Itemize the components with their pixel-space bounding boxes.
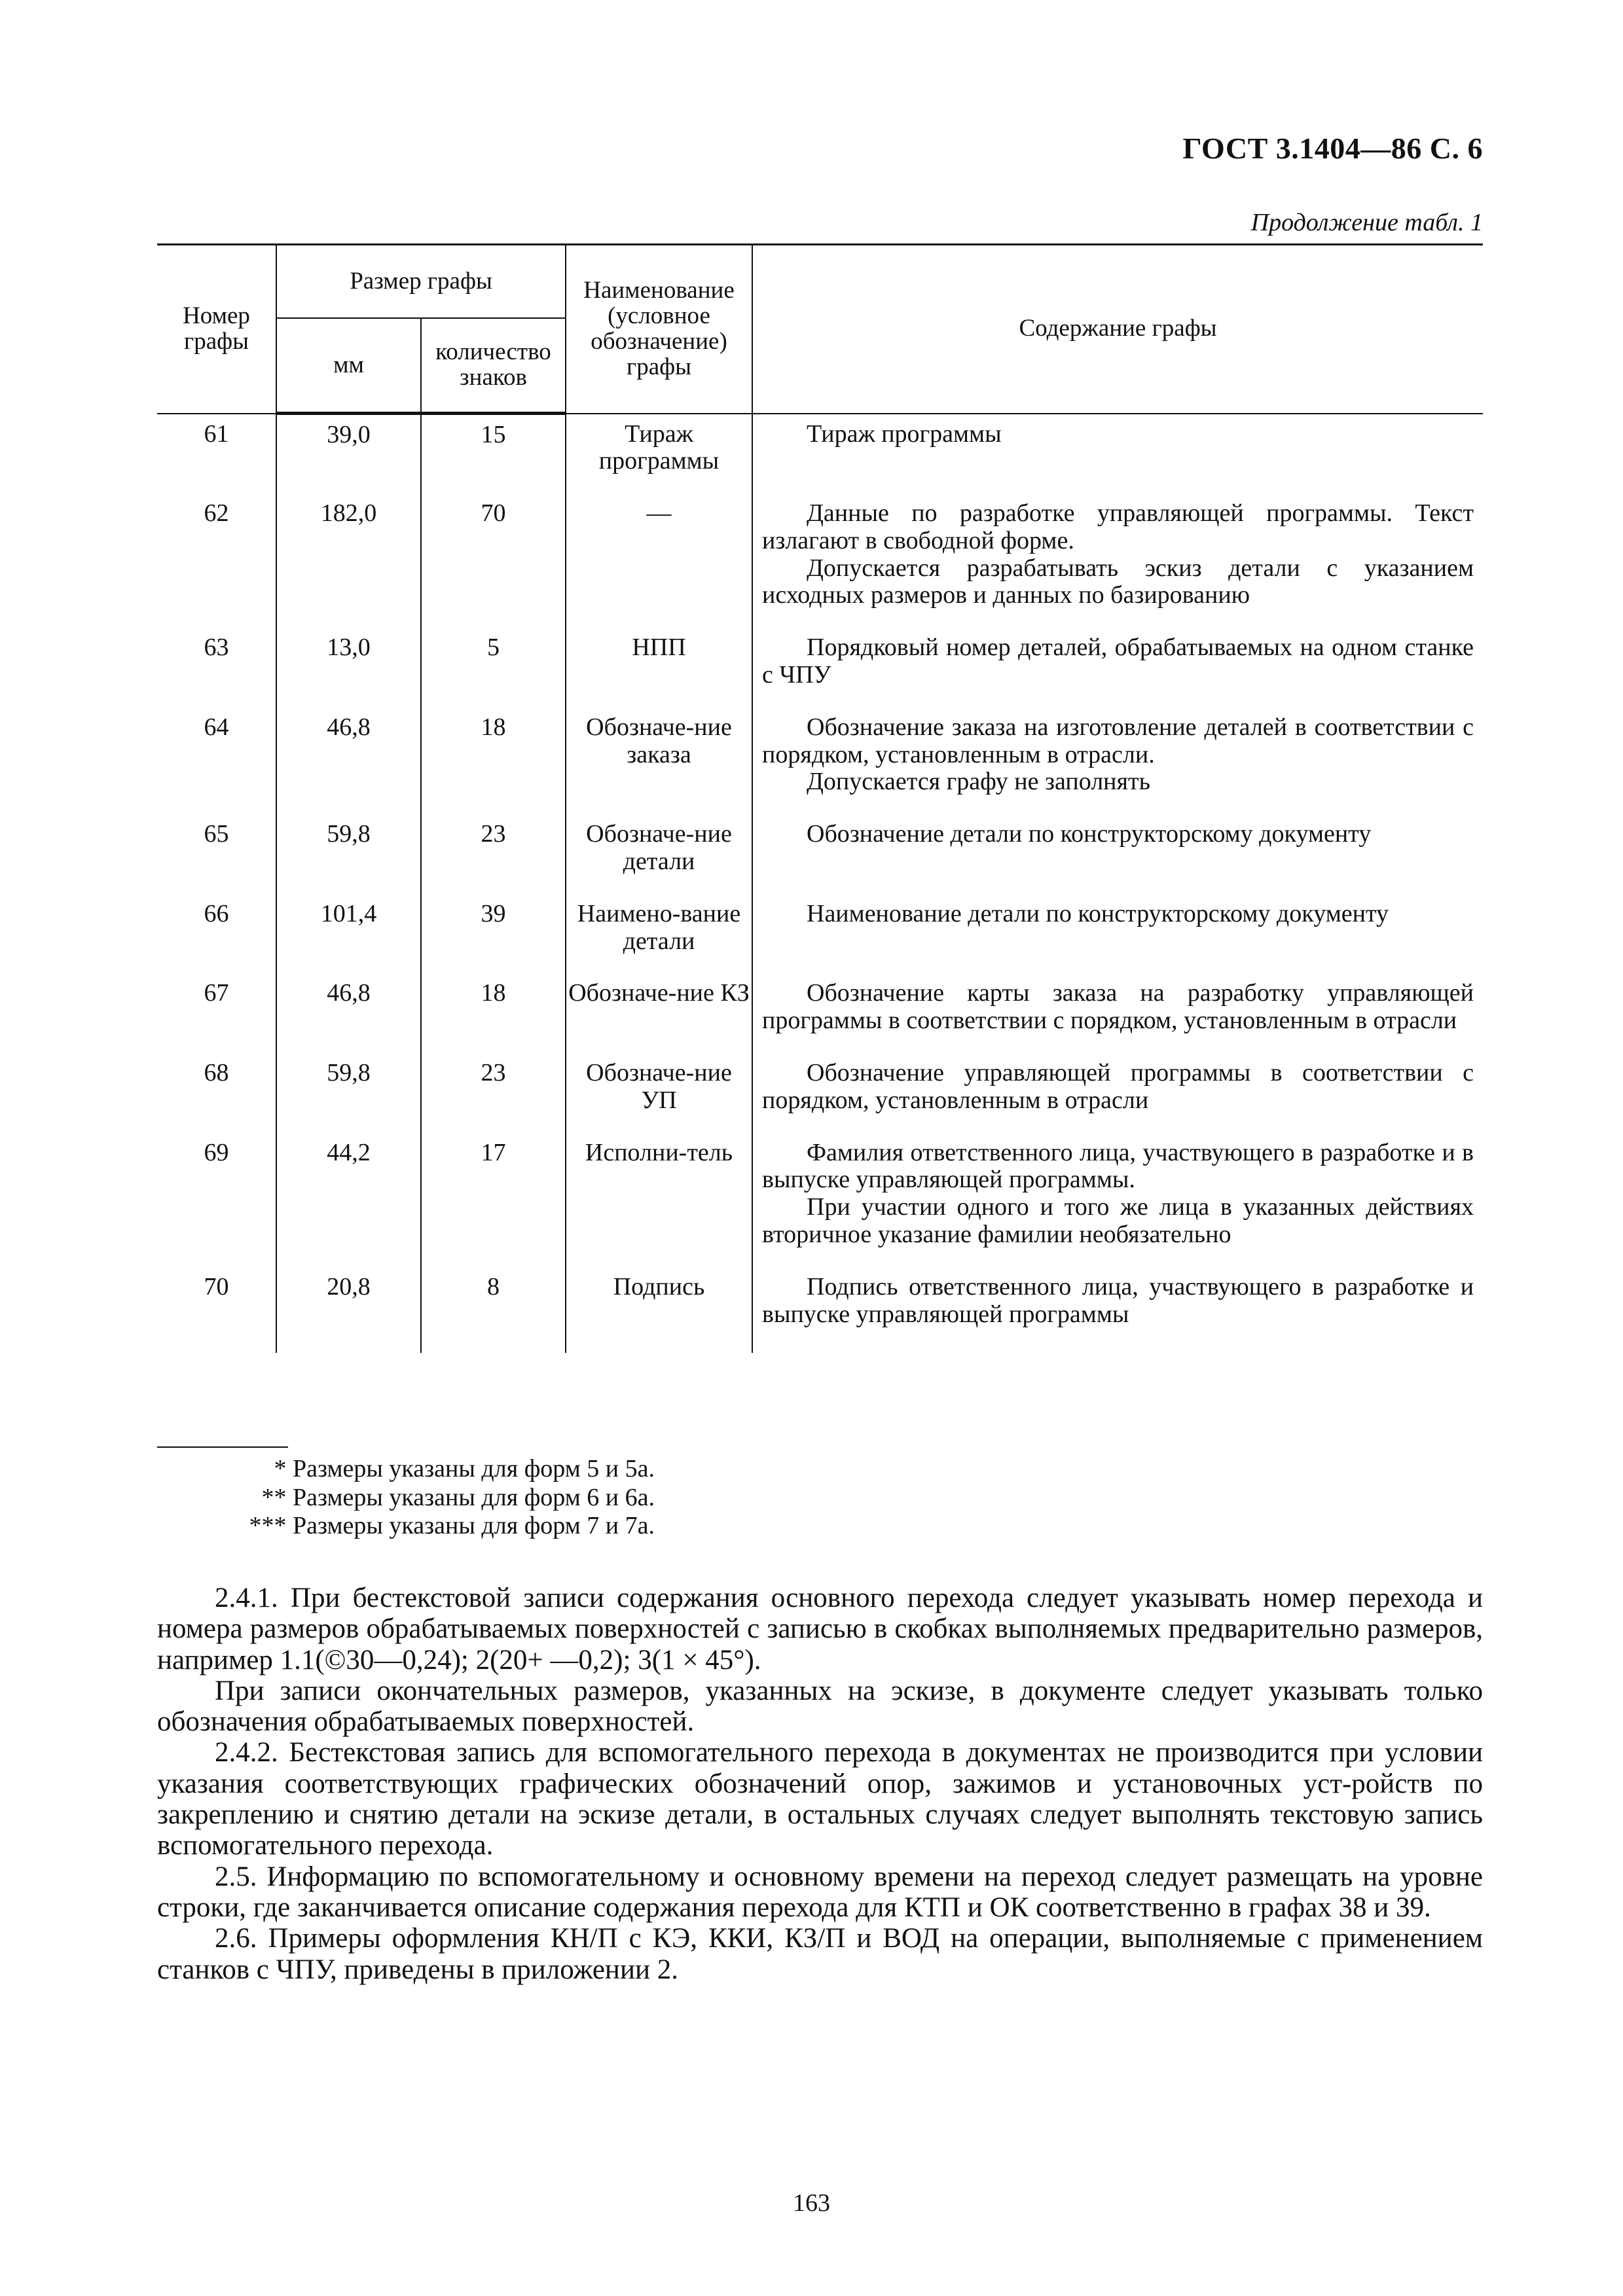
footnote: ** Размеры указаны для форм 6 и 6а. [261,1483,655,1511]
row-number-cell: 68 [157,1060,276,1139]
content-paragraph: Допускается графу не заполнять [807,768,1150,796]
header-content: Содержание графы [752,245,1483,414]
paragraph-2-5: 2.5. Информацию по вспомогательному и основному времени на переход следует размещать на уровне строки, где заканчивается описание содержания перехода для КТП и ОК соответственно в графах 38 и 39. [157,1861,1483,1923]
row-content-cell [752,1274,1483,1354]
paragraph-2-6: 2.6. Примеры оформления КН/П с КЭ, ККИ, КЗ/П и ВОД на операции, выполняемые с применением станков с ЧПУ, приведены в приложении 2. [157,1923,1483,1985]
row-number-cell: 65 [157,821,276,901]
row-content-cell [752,1060,1483,1139]
row-name-cell: Исполни-тель [566,1139,752,1274]
content-paragraph: При участии одного и того же лица в указанных действиях вторичное указание фамилии необязательно [762,1193,1474,1249]
row-content-cell [752,414,1483,501]
row-number-cell: 67 [157,980,276,1060]
row-size-chars-cell: 5 [421,634,566,714]
footnote: * Размеры указаны для форм 5 и 5а. [274,1455,655,1482]
table-body [157,414,1483,1354]
row-size-chars-cell: 23 [421,1060,566,1139]
header-name: Наименование (условное обозначение) графы [566,245,752,414]
row-name-cell: Наимено-вание детали [566,901,752,980]
table-row [157,821,1483,901]
row-size-mm-cell: 46,8 [276,714,421,821]
body-text [157,1583,1483,1985]
row-content-cell [752,821,1483,901]
row-name-cell: Обозначе-ние детали [566,821,752,901]
row-size-mm-cell: 59,8 [276,821,421,901]
footnotes [157,1455,655,1541]
row-size-mm-cell: 182,0 [276,500,421,634]
table-row [157,980,1483,1060]
row-number-cell: 70 [157,1274,276,1354]
paragraph-2-4-2: 2.4.2. Бестекстовая запись для вспомогательного перехода в документах не производится при условии указания соответствующих графических обозначений опор, зажимов и установочных уст-ройств по закреплению и снятию детали на эскизе детали, в остальных случаях следует выполнять текстовую запись вспомогательного перехода. [157,1737,1483,1861]
row-name-cell: Обозначе-ние заказа [566,714,752,821]
row-content-cell [752,634,1483,714]
row-size-chars-cell: 15 [421,414,566,501]
row-size-mm-cell: 39,0 [276,414,421,501]
table-row [157,901,1483,980]
row-name-cell: — [566,500,752,634]
row-content-cell [752,980,1483,1060]
paragraph-2-4-1: 2.4.1. При бестекстовой записи содержания основного перехода следует указывать номер перехода и номера размеров обрабатываемых поверхностей с записью в скобках выполняемых предварительно размеров, например 1.1(©30—0,24); 2(20+ —0,2); 3(1 × 45°). [157,1583,1483,1676]
row-size-chars-cell: 8 [421,1274,566,1354]
row-name-cell: Обозначе-ние УП [566,1060,752,1139]
document-code: ГОСТ 3.1404—86 С. 6 [1182,132,1483,165]
row-size-chars-cell: 18 [421,980,566,1060]
content-paragraph: Допускается разрабатывать эскиз детали с указанием исходных размеров и данных по базированию [762,554,1474,609]
table-row [157,634,1483,714]
row-size-chars-cell: 39 [421,901,566,980]
row-content-cell [752,500,1483,634]
content-paragraph: Данные по разработке управляющей программы. Текст излагают в свободной форме. [762,499,1474,554]
row-number-cell: 62 [157,500,276,634]
row-size-mm-cell: 59,8 [276,1060,421,1139]
content-paragraph: Наименование детали по конструкторскому документу [807,899,1389,927]
row-content-cell [752,714,1483,821]
content-paragraph: Порядковый номер деталей, обрабатываемых на одном станке с ЧПУ [762,634,1474,689]
row-number-cell: 66 [157,901,276,980]
content-paragraph: Подпись ответственного лица, участвующего в разработке и выпуске управляющей программы [762,1272,1474,1328]
header-size-mm: мм [276,318,421,414]
row-number-cell: 63 [157,634,276,714]
header-size-chars: количество знаков [421,318,566,414]
row-size-chars-cell: 23 [421,821,566,901]
footnote: *** Размеры указаны для форм 7 и 7а. [249,1512,655,1540]
content-paragraph: Тираж программы [807,420,1002,448]
table-row [157,1060,1483,1139]
row-name-cell: НПП [566,634,752,714]
table-continuation-note: Продолжение табл. 1 [1250,209,1483,236]
row-size-mm-cell: 20,8 [276,1274,421,1354]
content-paragraph: Обозначение управляющей программы в соответствии с порядком, установленным в отрасли [762,1059,1474,1114]
row-number-cell: 64 [157,714,276,821]
table-row [157,1139,1483,1274]
table-row [157,500,1483,634]
columns-table [157,243,1483,1353]
header-size-group: Размер графы [276,245,566,319]
row-name-cell: Подпись [566,1274,752,1354]
row-name-cell: Обозначе-ние КЗ [566,980,752,1060]
row-size-chars-cell: 70 [421,500,566,634]
table-row [157,1274,1483,1354]
header-number: Номер графы [157,245,276,414]
row-number-cell: 61 [157,414,276,501]
paragraph-final-sizes: При записи окончательных размеров, указанных на эскизе, в документе следует указывать только обозначения обрабатываемых поверхностей. [157,1675,1483,1738]
row-number-cell: 69 [157,1139,276,1274]
content-paragraph: Обозначение карты заказа на разработку управляющей программы в соответствии с порядком, установленным в отрасли [762,979,1474,1035]
content-paragraph: Обозначение заказа на изготовление деталей в соответствии с порядком, установленным в отрасли. [762,713,1474,768]
row-size-chars-cell: 18 [421,714,566,821]
content-paragraph: Обозначение детали по конструкторскому документу [807,820,1372,848]
table-row [157,414,1483,501]
row-size-mm-cell: 101,4 [276,901,421,980]
row-content-cell [752,901,1483,980]
table-row [157,714,1483,821]
page-number: 163 [793,2189,830,2217]
content-paragraph: Фамилия ответственного лица, участвующего в разработке и в выпуске управляющей программы. [762,1138,1474,1194]
row-content-cell [752,1139,1483,1274]
footnote-rule [157,1446,288,1448]
row-name-cell: Тираж программы [566,414,752,501]
row-size-mm-cell: 44,2 [276,1139,421,1274]
row-size-chars-cell: 17 [421,1139,566,1274]
row-size-mm-cell: 13,0 [276,634,421,714]
row-size-mm-cell: 46,8 [276,980,421,1060]
